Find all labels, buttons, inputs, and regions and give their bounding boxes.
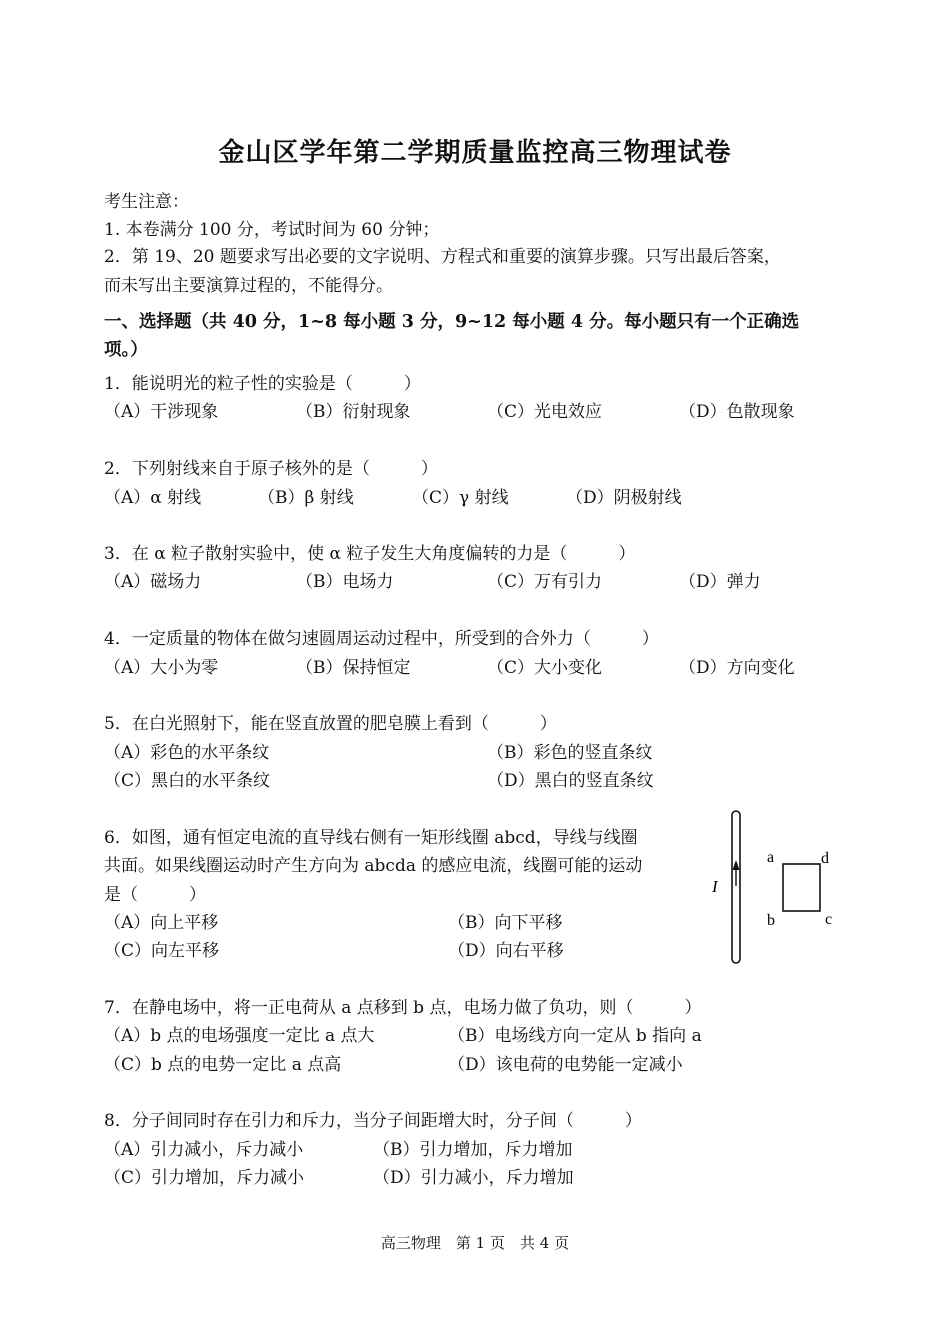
q4-option-c: （C）大小变化 [487,658,603,678]
q4-option-d: （D）方向变化 [679,658,795,678]
straight-wire [732,811,740,963]
q7-option-a: （A）b 点的电场强度一定比 a 点大 [104,1026,375,1046]
q3-option-d: （D）弹力 [679,572,761,592]
q6-option-b: （B）向下平移 [448,913,563,933]
corner-label-c: c [825,911,833,928]
current-label: I [712,877,718,896]
question-6-stem-line1: 6．如图，通有恒定电流的直导线右侧有一矩形线圈 abcd，导线与线圈 [104,828,638,848]
q8-option-a: （A）引力减小，斥力减小 [104,1140,304,1160]
rectangular-coil [783,864,820,911]
q6-option-a: （A）向上平移 [104,913,219,933]
section-heading: 一、选择题（共 40 分，1~8 每小题 3 分，9~12 每小题 4 分。每小题只有一个正确选 [104,312,800,332]
q2-option-b: （B）β 射线 [258,488,354,508]
notice-item-2: 2．第 19、20 题要求写出必要的文字说明、方程式和重要的演算步骤。只写出最后答案， [104,247,781,267]
corner-label-d: d [821,850,829,867]
q6-option-d: （D）向右平移 [448,941,564,961]
notice-item-1: 1. 本卷满分 100 分，考试时间为 60 分钟； [104,220,440,240]
q4-option-a: （A）大小为零 [104,658,219,678]
question-1-stem: 1．能说明光的粒子性的实验是（ ） [104,374,421,394]
q1-option-c: （C）光电效应 [487,402,603,422]
corner-label-b: b [767,912,775,929]
q5-option-b: （B）彩色的竖直条纹 [487,743,653,763]
question-6-stem-line3: 是（ ） [104,885,206,905]
q7-option-d: （D）该电荷的电势能一定减小 [448,1055,683,1075]
question-6-stem-line2: 共面。如果线圈运动时产生方向为 abcda 的感应电流，线圈可能的运动 [104,856,643,876]
notice-heading: 考生注意： [104,192,189,212]
q1-option-b: （B）衍射现象 [296,402,411,422]
question-4-stem: 4．一定质量的物体在做匀速圆周运动过程中，所受到的合外力（ ） [104,629,659,649]
page-footer: 高三物理 第 1 页 共 4 页 [380,1234,570,1252]
q1-option-d: （D）色散现象 [679,402,795,422]
q2-option-d: （D）阴极射线 [566,488,682,508]
q4-option-b: （B）保持恒定 [296,658,411,678]
q8-option-d: （D）引力减小，斥力增加 [373,1168,574,1188]
q2-option-a: （A）α 射线 [104,488,202,508]
question-7-stem: 7．在静电场中，将一正电荷从 a 点移到 b 点，电场力做了负功，则（ ） [104,998,702,1018]
corner-label-a: a [767,849,775,866]
q8-option-c: （C）引力增加，斥力减小 [104,1168,305,1188]
q6-option-c: （C）向左平移 [104,941,220,961]
q5-option-d: （D）黑白的竖直条纹 [487,771,654,791]
notice-item-3: 而未写出主要演算过程的，不能得分。 [104,276,393,296]
q2-option-c: （C）γ 射线 [412,488,509,508]
q7-option-c: （C）b 点的电势一定比 a 点高 [104,1055,342,1075]
question-5-stem: 5．在白光照射下，能在竖直放置的肥皂膜上看到（ ） [104,714,557,734]
section-heading-cont: 项。） [104,340,148,360]
page-title: 金山区学年第二学期质量监控高三物理试卷 [218,138,732,168]
q3-option-c: （C）万有引力 [487,572,603,592]
q3-option-a: （A）磁场力 [104,572,202,592]
q5-option-a: （A）彩色的水平条纹 [104,743,270,763]
question-3-stem: 3．在 α 粒子散射实验中，使 α 粒子发生大角度偏转的力是（ ） [104,544,636,564]
question-8-stem: 8．分子间同时存在引力和斥力，当分子间距增大时，分子间（ ） [104,1111,642,1131]
q1-option-a: （A）干涉现象 [104,402,219,422]
wire-and-coil-figure [705,808,845,970]
q7-option-b: （B）电场线方向一定从 b 指向 a [448,1026,702,1046]
q5-option-c: （C）黑白的水平条纹 [104,771,271,791]
q8-option-b: （B）引力增加，斥力增加 [373,1140,573,1160]
question-2-stem: 2．下列射线来自于原子核外的是（ ） [104,459,438,479]
q3-option-b: （B）电场力 [296,572,394,592]
